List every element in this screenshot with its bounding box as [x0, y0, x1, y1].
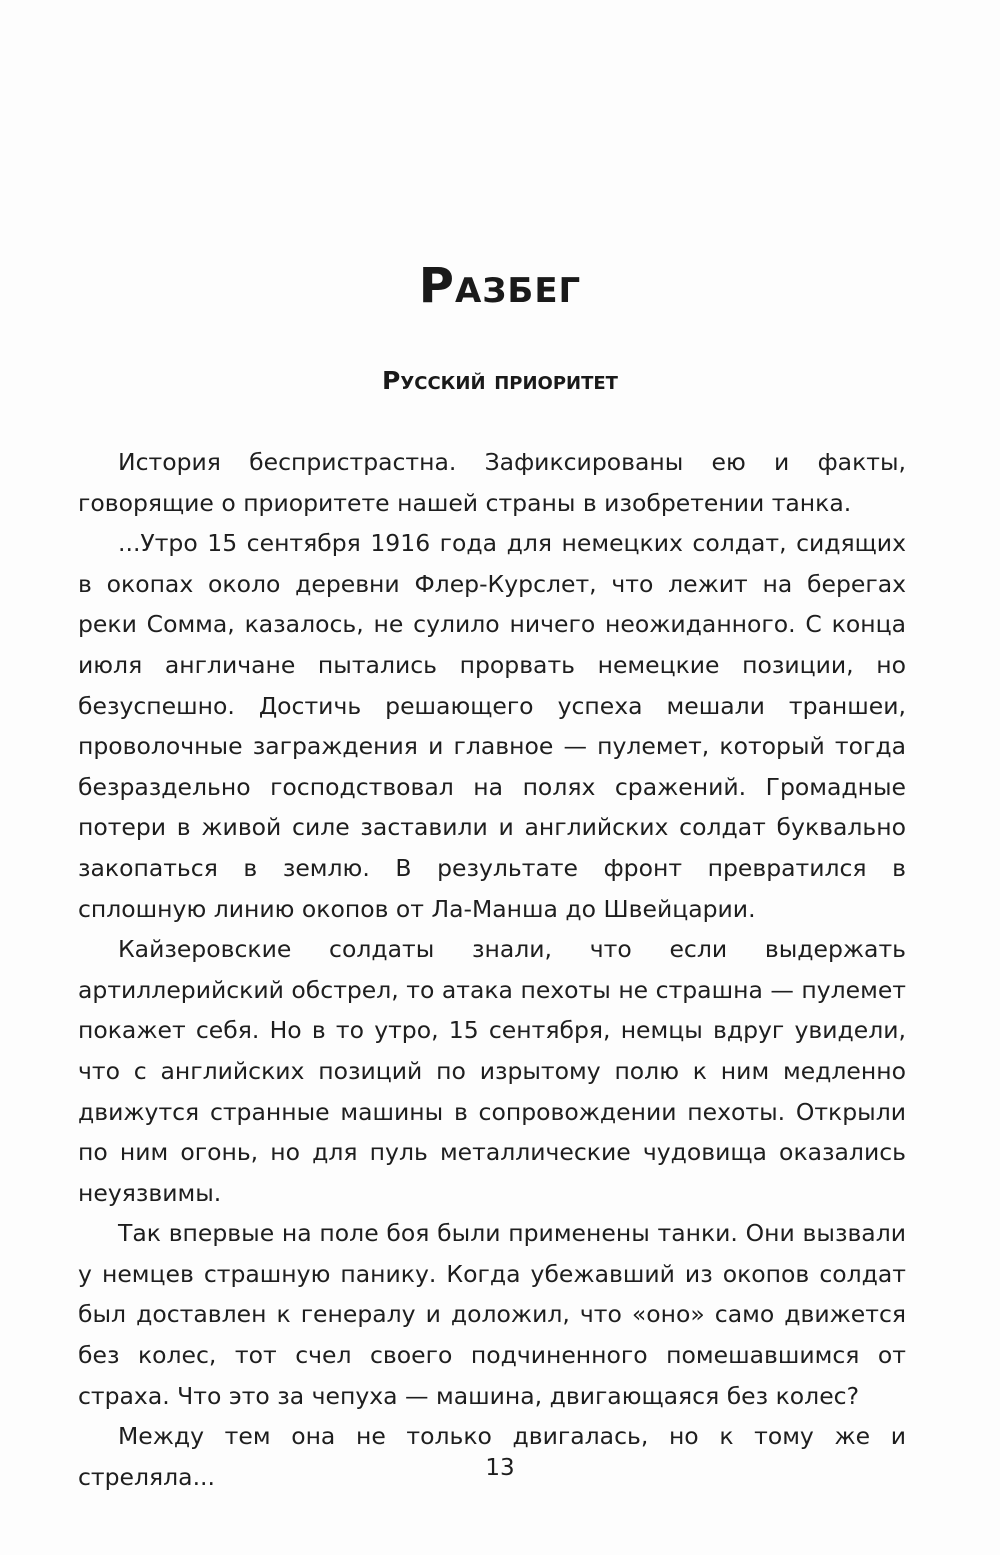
section-title: Русский приоритет — [382, 366, 618, 395]
body-text — [78, 442, 906, 1497]
chapter-title: Разбег — [418, 258, 582, 314]
page-number: 13 — [485, 1455, 515, 1481]
paragraph: Между тем она не только двигалась, но к тому же и стреляла... — [78, 1422, 906, 1491]
paragraph: История беспристрастна. Зафиксированы ею и факты, говорящие о приоритете нашей страны в изобретении танка. — [78, 448, 906, 517]
paragraph: Так впервые на поле боя были применены танки. Они вызвали у немцев страшную панику. Когда убежавший из окопов солдат был доставлен к генералу и доложил, что «оно» само движется без колес, тот счел своего подчиненного помешавшимся от страха. Что это за чепуха — машина, двигающаяся без колес? — [78, 1219, 906, 1410]
paragraph: Кайзеровские солдаты знали, что если выдержать артиллерийский обстрел, то атака пехоты не страшна — пулемет покажет себя. Но в то утро, 15 сентября, немцы вдруг увидели, что с английских позиций по изрытому полю к ним медленно движутся странные машины в сопровождении пехоты. Открыли по ним огонь, но для пуль металлические чудовища оказались неуязвимы. — [78, 935, 906, 1207]
paragraph: ...Утро 15 сентября 1916 года для немецких солдат, сидящих в окопах около деревни Флер-Курслет, что лежит на берегах реки Сомма, казалось, не сулило ничего неожиданного. С конца июля англичане пытались прорвать немецкие позиции, но безуспешно. Достичь решающего успеха мешали траншеи, проволочные заграждения и главное — пулемет, который тогда безраздельно господствовал на полях сражений. Громадные потери в живой силе заставили и английских солдат буквально закопаться в землю. В результате фронт превратился в сплошную линию окопов от Ла-Манша до Швейцарии. — [78, 529, 906, 923]
